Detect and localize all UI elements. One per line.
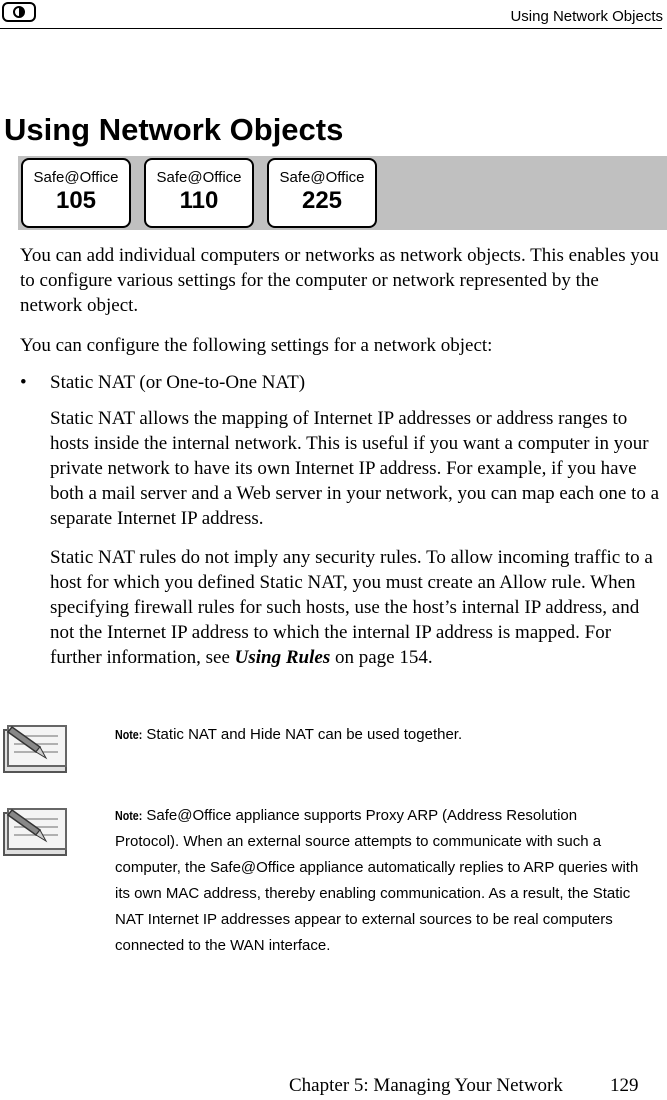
text-run: Static NAT rules do not imply any security rules. To allow incoming traffic to a host for which you defined Static NAT, you must create an Allow rule. When specifying firewall rules for such hosts, use the host’s internal IP address, and not the Internet IP address to which the internal IP address is mapped. For further information, see bbox=[50, 547, 653, 668]
note-label: Note: bbox=[115, 727, 143, 742]
text-run: on page 154. bbox=[330, 647, 433, 668]
note-pencil-icon bbox=[0, 722, 72, 774]
product-model: 105 bbox=[55, 187, 97, 214]
product-badge-110 bbox=[144, 158, 254, 228]
page-number: 129 bbox=[610, 1075, 639, 1096]
header-divider bbox=[0, 28, 662, 29]
product-name: Safe@Office bbox=[279, 169, 365, 186]
running-header: Using Network Objects bbox=[510, 8, 663, 25]
intro-paragraph: You can add individual computers or networks as network objects. This enables you to configure various settings for the computer or network represented by the network object. bbox=[20, 245, 659, 316]
intro-paragraph-2: You can configure the following settings for a network object: bbox=[20, 335, 493, 356]
note-pencil-icon bbox=[0, 805, 72, 857]
note-1 bbox=[115, 722, 645, 748]
static-nat-paragraph: Static NAT allows the mapping of Internet IP addresses or address ranges to hosts inside the internal network. This is useful if you want a computer in your private network to have its own Internet IP address. For example, if you have both a mail server and a Web server in your network, you can map each one to a separate Internet IP address. bbox=[50, 408, 660, 529]
static-nat-rules-paragraph bbox=[50, 545, 667, 670]
logo-icon bbox=[2, 2, 36, 22]
note-label: Note: bbox=[115, 808, 143, 823]
product-bar bbox=[18, 156, 667, 230]
product-model: 225 bbox=[301, 187, 343, 214]
note-body: Safe@Office appliance supports Proxy ARP (Address Resolution Protocol). When an external source attempts to communicate with such a computer, the Safe@Office appliance automatically replies to ARP queries with its own MAC address, thereby enabling communication. As a result, the Static NAT Internet IP addresses appear to external sources to be real computers connected to the WAN interface. bbox=[115, 807, 639, 954]
bullet-item: Static NAT (or One-to-One NAT) bbox=[50, 372, 306, 393]
product-model: 110 bbox=[179, 187, 219, 214]
product-name: Safe@Office bbox=[156, 169, 242, 186]
product-badge-225 bbox=[267, 158, 377, 228]
note-2 bbox=[115, 803, 645, 959]
note-body: Static NAT and Hide NAT can be used together. bbox=[142, 726, 463, 743]
footer-chapter: Chapter 5: Managing Your Network bbox=[289, 1075, 563, 1096]
page-title: Using Network Objects bbox=[4, 112, 344, 147]
product-badge-105 bbox=[21, 158, 131, 228]
bullet-icon: • bbox=[20, 372, 27, 393]
cross-reference-link[interactable]: Using Rules bbox=[234, 647, 331, 668]
product-name: Safe@Office bbox=[33, 169, 119, 186]
